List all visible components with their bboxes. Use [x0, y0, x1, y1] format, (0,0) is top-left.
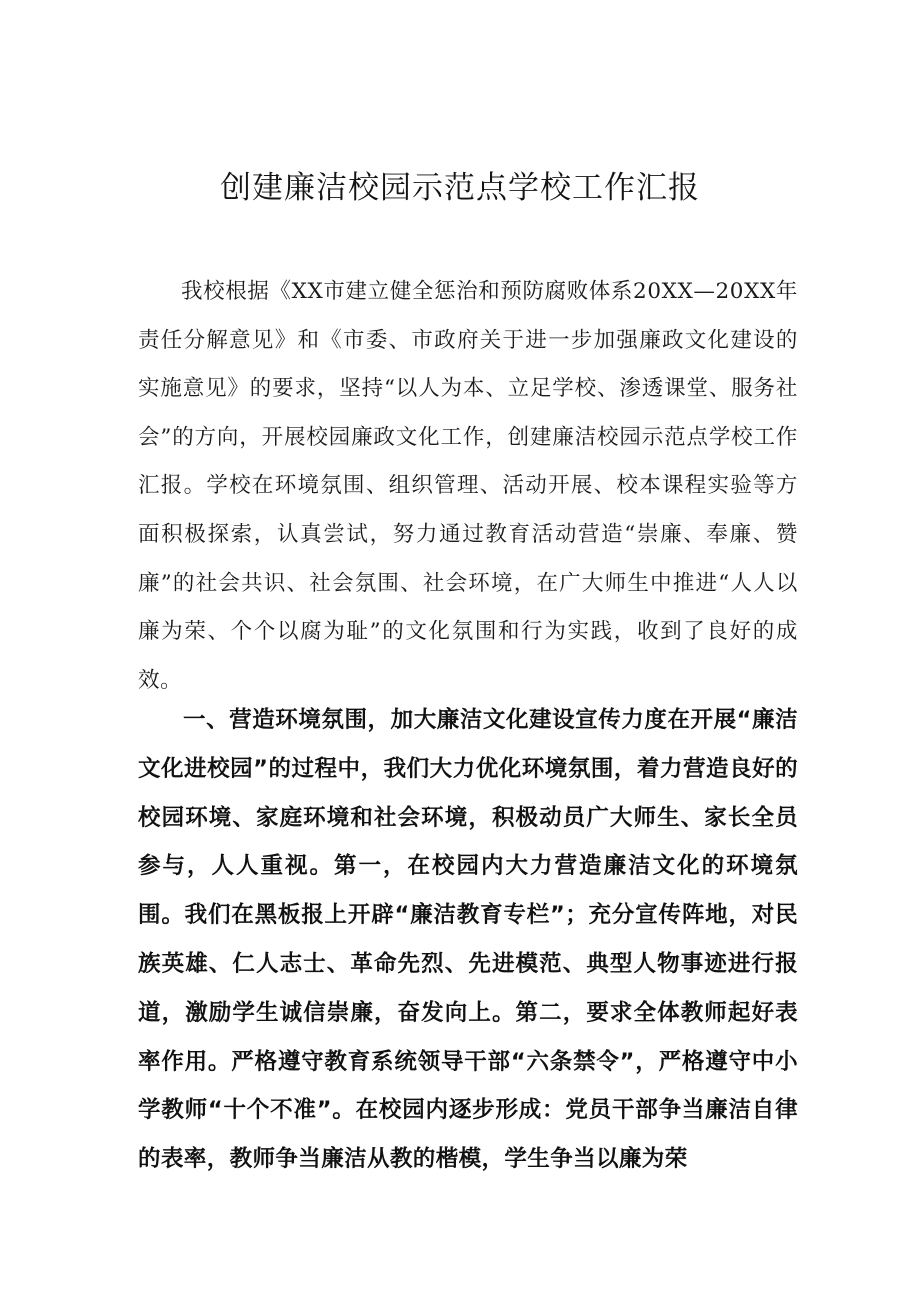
document-title: 创建廉洁校园示范点学校工作汇报: [220, 170, 700, 206]
section-one-paragraph: 一、营造环境氛围，加大廉洁文化建设宣传力度在开展“廉洁文化进校园”的过程中，我们大力优化环境氛围，着力营造良好的校园环境、家庭环境和社会环境，积极动员广大师生、家长全员参与，人人重视。第一，在校园内大力营造廉洁文化的环境氛围。我们在黑板报上开辟“廉洁教育专栏”；充分宣传阵地，对民族英雄、仁人志士、革命先烈、先进模范、典型人物事迹进行报道，激励学生诚信崇廉，奋发向上。第二，要求全体教师起好表率作用。严格遵守教育系统领导干部“六条禁令”，严格遵守中小学教师“十个不准”。在校园内逐步形成：党员干部争当廉洁自律的表率，教师争当廉洁从教的楷模，学生争当以廉为荣: [138, 707, 798, 1173]
intro-paragraph: 我校根据《XX市建立健全惩治和预防腐败体系20XX—20XX年责任分解意见》和《市委、市政府关于进一步加强廉政文化建设的实施意见》的要求，坚持“以人为本、立足学校、渗透课堂、服务社会”的方向，开展校园廉政文化工作，创建廉洁校园示范点学校工作汇报。学校在环境氛围、组织管理、活动开展、校本课程实验等方面积极探索，认真尝试，努力通过教育活动营造“崇廉、奉廉、赞廉”的社会共识、社会氛围、社会环境，在广大师生中推进“人人以廉为荣、个个以腐为耻”的文化氛围和行为实践，收到了良好的成效。: [138, 279, 798, 693]
